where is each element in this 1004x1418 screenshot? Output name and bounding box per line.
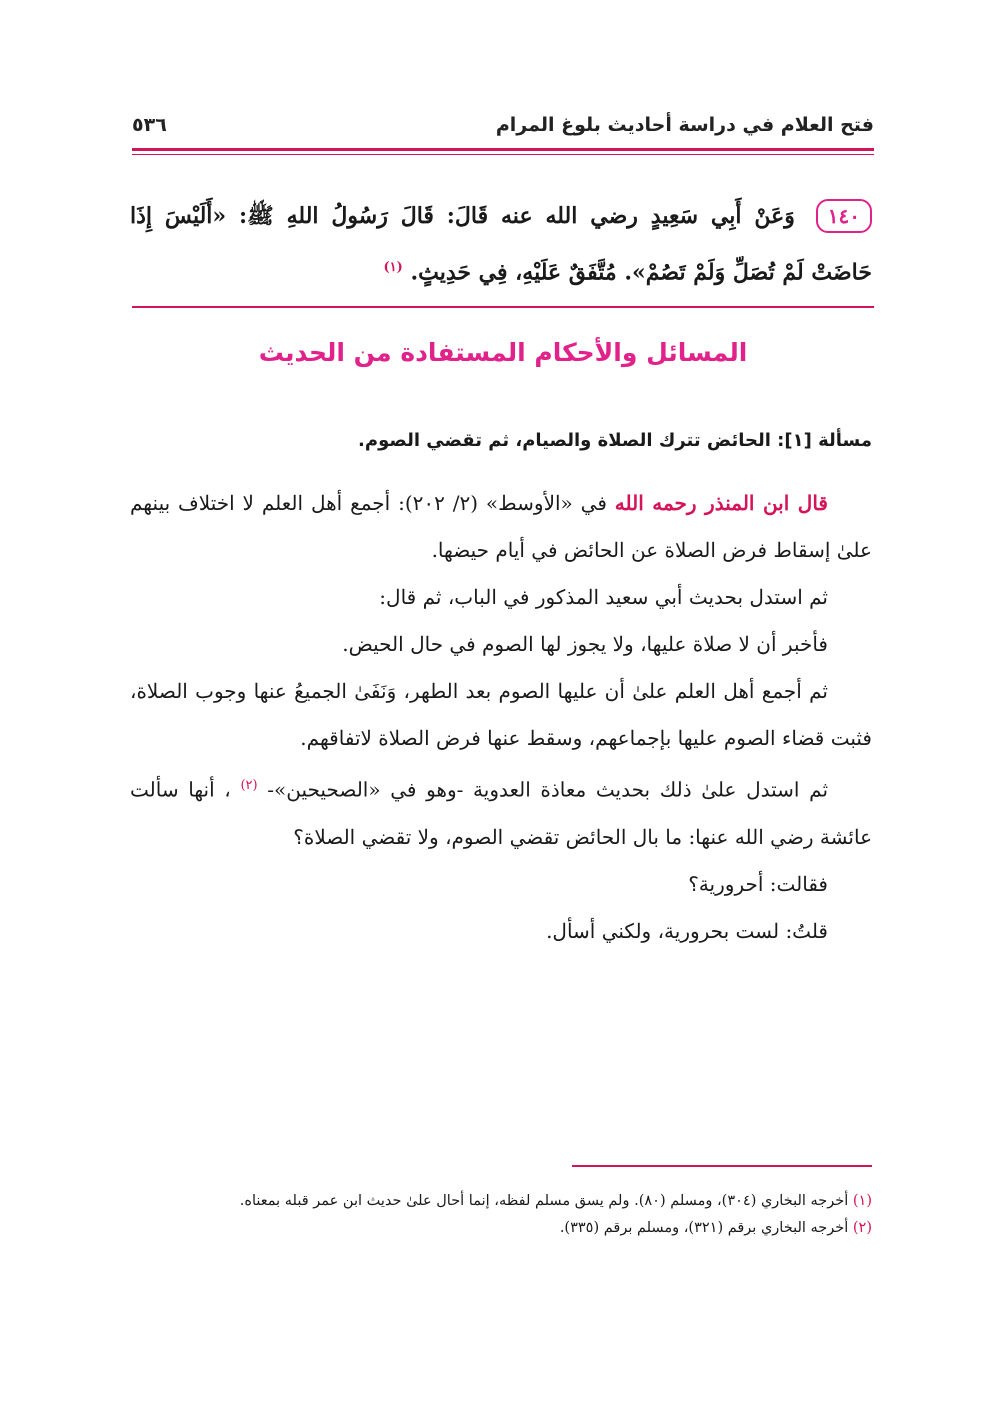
paragraph-5 [130, 762, 872, 861]
header-rule [132, 148, 874, 151]
issue-heading [130, 430, 872, 451]
paragraph-6: فقالت: أحرورية؟ [688, 871, 828, 896]
footnote-2 [130, 1215, 872, 1242]
paragraph-5-text-a: ثم استدل علىٰ ذلك بحديث معاذة العدوية -وهو في «الصحيحين»- [267, 777, 829, 802]
quote-attribution: قال ابن المنذر رحمه الله [614, 491, 828, 515]
paragraph-3: فأخبر أن لا صلاة عليها، ولا يجوز لها الصوم في حال الحيض. [342, 632, 828, 656]
footnotes [130, 1188, 872, 1242]
footnote-1 [130, 1188, 872, 1215]
footnote-2-number: (٢) [852, 1220, 872, 1236]
hadith-rule [132, 306, 874, 308]
section-title: المسائل والأحكام المستفادة من الحديث [258, 338, 748, 367]
footnote-1-text: أخرجه البخاري (٣٠٤)، ومسلم (٨٠). ولم يسق مسلم لفظه، إنما أحال علىٰ حديث ابن عمر قبله بمعناه. [239, 1193, 849, 1209]
running-header [132, 114, 874, 146]
footnote-ref-1[interactable]: (١) [383, 260, 403, 275]
footnote-ref-2[interactable]: (٢) [240, 778, 258, 793]
footnote-2-text: أخرجه البخاري برقم (٣٢١)، ومسلم برقم (٣٣٥). [559, 1220, 849, 1236]
hadith-number-badge: ١٤٠ [816, 199, 872, 233]
paragraph-7: قلتُ: لست بحرورية، ولكني أسأل. [546, 918, 828, 943]
header-rule-thin [132, 154, 874, 155]
paragraph-4: ثم أجمع أهل العلم علىٰ أن عليها الصوم بعد الطهر، وَنَفَىٰ الجميعُ عنها وجوب الصلاة، فثبت قضاء الصوم عليها بإجماعهم، وسقط عنها فرض الصلاة لاتفاقهم. [130, 679, 872, 750]
body-text [130, 480, 872, 955]
paragraph-1-text: في «الأوسط» (٢/ ٢٠٢): أجمع أهل العلم لا اختلاف بينهم علىٰ إسقاط فرض الصلاة عن الحائض في أيام حيضها. [130, 491, 872, 562]
hadith-text: وَعَنْ أَبِي سَعِيدٍ رضي الله عنه قَالَ: قَالَ رَسُولُ اللهِ ﷺ: «أَلَيْسَ إِذَا حَاضَتْ لَمْ تُصَلِّ وَلَمْ تَصُمْ». مُتَّفَقٌ عَلَيْهِ، فِي حَدِيثٍ. [130, 203, 872, 286]
paragraph-1 [130, 480, 872, 574]
page-number: ٥٣٦ [132, 114, 167, 136]
paragraph-5-text-b: ، أنها سألت عائشة رضي الله عنها: ما بال الحائض تقضي الصوم، ولا تقضي الصلاة؟ [130, 777, 872, 849]
paragraph-2: ثم استدل بحديث أبي سعيد المذكور في الباب، ثم قال: [379, 585, 828, 609]
book-title: فتح العلام في دراسة أحاديث بلوغ المرام [495, 114, 874, 136]
footnote-separator [572, 1165, 872, 1167]
hadith-block [130, 190, 872, 298]
issue-text: الحائض تترك الصلاة والصيام، ثم تقضي الصوم. [358, 430, 771, 451]
footnote-1-number: (١) [852, 1193, 872, 1209]
issue-label: مسألة [١]: [777, 430, 872, 451]
